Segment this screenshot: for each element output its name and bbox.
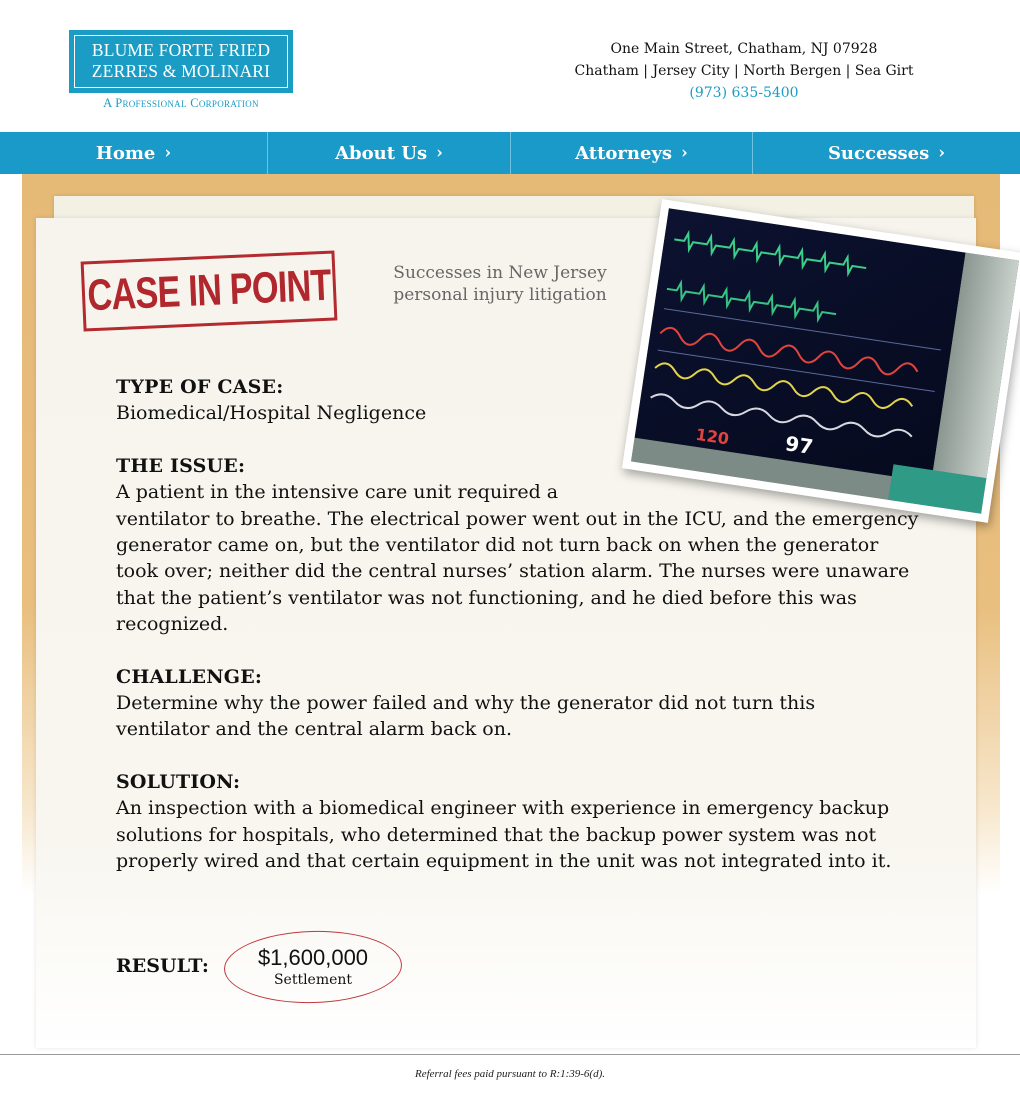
case-in-point-stamp	[81, 250, 338, 331]
stamp-text: CASE IN POINT	[86, 260, 332, 321]
settlement-label: Settlement	[273, 972, 353, 988]
issue-heading: THE ISSUE:	[116, 454, 246, 477]
type-of-case-section	[116, 374, 936, 427]
settlement-amount: $1,600,000	[257, 945, 369, 970]
challenge-heading: CHALLENGE:	[116, 665, 263, 688]
footer-divider	[0, 1054, 1020, 1055]
nav-item-about-us[interactable]	[268, 132, 511, 174]
issue-text: ventilator to breathe. The electrical power went out in the ICU, and the emergency generator came on, but the ventilator did not turn back on when the generator took over; neither did the central nurses’ station alarm. The nurses were unaware that the patient’s ventilator was not functioning, and he died before this was recognized.	[116, 507, 919, 636]
nav-item-home[interactable]	[0, 132, 268, 174]
challenge-section	[116, 664, 936, 743]
solution-heading: SOLUTION:	[116, 770, 241, 793]
nav-item-label: About Us	[335, 142, 428, 164]
footer-disclaimer: Referral fees paid pursuant to R:1:39-6(d).	[414, 1068, 606, 1080]
address: One Main Street, Chatham, NJ 07928	[610, 41, 878, 57]
main-nav	[0, 132, 1020, 174]
tagline-line-2: personal injury litigation	[393, 285, 607, 305]
result-label: RESULT:	[116, 955, 209, 977]
monitor-readout: 97	[783, 431, 815, 460]
logo-line-1: BLUME FORTE FRIED	[91, 40, 271, 60]
logo-line-2: ZERRES & MOLINARI	[91, 61, 271, 81]
case-content	[116, 374, 936, 901]
nav-item-label: Attorneys	[575, 142, 673, 164]
phone-link[interactable]: (973) 635-5400	[689, 85, 799, 101]
chevron-right-icon: ›	[938, 143, 946, 163]
nav-item-label: Successes	[827, 142, 930, 164]
issue-section	[116, 453, 936, 638]
nav-item-label: Home	[95, 142, 156, 164]
contact-block	[560, 38, 928, 104]
tagline	[372, 262, 628, 306]
tagline-line-1: Successes in New Jersey	[393, 263, 607, 283]
monitor-readout: 120	[694, 424, 731, 449]
solution-text: An inspection with a biomedical engineer with experience in emergency backup solutions for hospitals, who determined that the backup power system was not properly wired and that certain equipment in the unit was not integrated into it.	[116, 797, 892, 873]
solution-section	[116, 769, 936, 875]
nav-item-attorneys[interactable]	[511, 132, 753, 174]
type-of-case-heading: TYPE OF CASE:	[116, 376, 284, 398]
site-header	[0, 0, 1020, 132]
chevron-right-icon: ›	[681, 143, 688, 163]
logo-subtitle: A Professional Corporation	[103, 96, 259, 110]
nav-item-successes[interactable]	[753, 132, 1020, 174]
office-locations: Chatham | Jersey City | North Bergen | Sea Girt	[574, 63, 914, 79]
firm-logo[interactable]	[69, 30, 293, 93]
chevron-right-icon: ›	[164, 143, 172, 163]
issue-text-first-line: A patient in the intensive care unit required a	[116, 481, 559, 504]
type-of-case-value: Biomedical/Hospital Negligence	[116, 402, 427, 425]
chevron-right-icon: ›	[436, 143, 443, 163]
challenge-text: Determine why the power failed and why the generator did not turn this ventilator and the central alarm back on.	[116, 692, 816, 741]
